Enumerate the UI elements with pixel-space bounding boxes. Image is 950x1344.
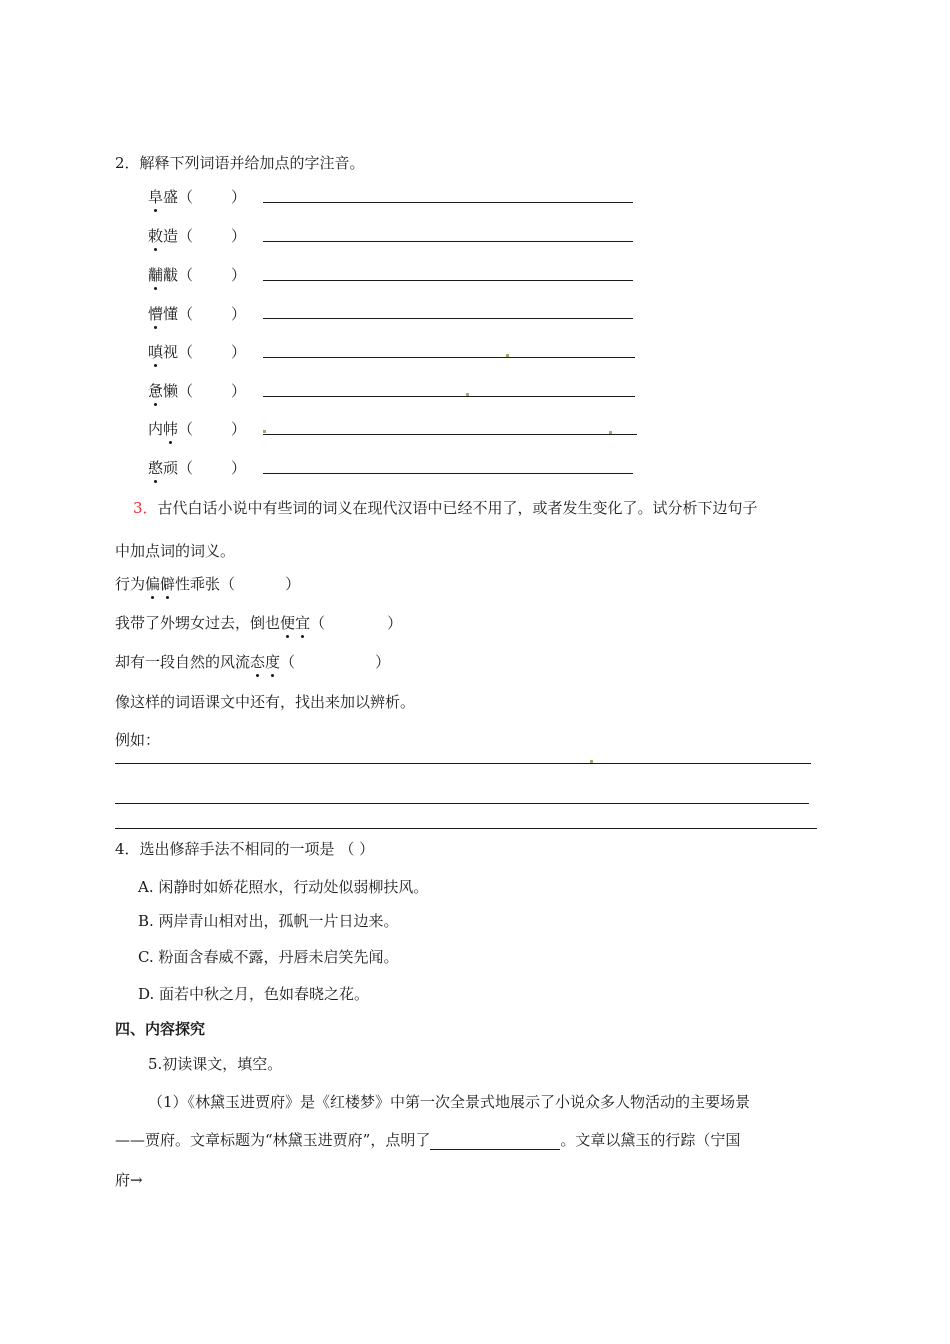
q4-option-b: B. 两岸青山相对出，孤帆一片日边来。 [138, 912, 399, 930]
word-char: 盛 [163, 188, 179, 206]
pinyin-close-paren: ） [231, 382, 247, 400]
word-row [148, 303, 246, 324]
pinyin-open-paren: （ [178, 343, 194, 361]
dotted-char: 僻 [160, 575, 176, 593]
answer-line[interactable] [263, 318, 633, 319]
word-char: 视 [163, 343, 179, 361]
q5-paragraph-2: ——贾府。文章标题为“林黛玉进贾府”，点明了 。文章以黛玉的行踪（宁国 [115, 1131, 741, 1149]
answer-line[interactable] [263, 202, 633, 203]
word-char: 懒 [163, 382, 179, 400]
word-char: 内 [148, 420, 164, 438]
scan-speck [609, 431, 612, 434]
scan-speck [263, 430, 266, 433]
answer-line[interactable] [263, 434, 637, 435]
word-char: 造 [163, 227, 179, 245]
dotted-char: 宜 [295, 614, 311, 632]
scan-speck [506, 354, 509, 357]
word-row [148, 380, 246, 401]
word-row [148, 457, 246, 478]
word-char: 懂 [163, 305, 179, 323]
example-line-2[interactable] [115, 803, 809, 804]
q5-paragraph-1: （1）《林黛玉进贾府》是《红楼梦》中第一次全景式地展示了小说众多人物活动的主要场景 [148, 1093, 751, 1111]
pinyin-open-paren: （ [178, 188, 194, 206]
word-char: 黻 [163, 266, 179, 284]
q5-blank[interactable] [430, 1135, 560, 1150]
answer-line[interactable] [263, 241, 633, 242]
q4-option-c: C. 粉面含春威不露，丹唇未启笑先闻。 [138, 948, 399, 966]
q3-example-label: 例如： [115, 731, 161, 749]
word-char: 惫 [148, 382, 164, 400]
pinyin-close-paren: ） [231, 343, 247, 361]
q3-number: 3． [133, 499, 158, 517]
word-row [148, 264, 246, 285]
q5-paragraph-3: 府→ [115, 1171, 143, 1189]
word-char: 黼 [148, 266, 164, 284]
pinyin-open-paren: （ [178, 382, 194, 400]
pinyin-close-paren: ） [231, 188, 247, 206]
word-char: 阜 [148, 188, 164, 206]
q2-title: 2．解释下列词语并给加点的字注音。 [115, 154, 365, 172]
example-line-3[interactable] [115, 828, 817, 829]
q4-title: 4．选出修辞手法不相同的一项是 （ ） [115, 840, 375, 858]
dotted-char: 度 [265, 653, 281, 671]
section-heading: 四、内容探究 [115, 1020, 206, 1038]
pinyin-open-paren: （ [178, 266, 194, 284]
word-char: 嗔 [148, 343, 164, 361]
q5-title: 5.初读课文，填空。 [148, 1055, 283, 1073]
word-char: 懵 [148, 305, 164, 323]
answer-line[interactable] [263, 473, 633, 474]
word-char: 顽 [163, 459, 179, 477]
answer-line[interactable] [263, 280, 633, 281]
q3-sentence-1: 行为偏僻性乖张（ ） [115, 575, 301, 593]
dotted-char: 便 [280, 614, 296, 632]
q3-text1: 古代白话小说中有些词的词义在现代汉语中已经不用了，或者发生变化了。试分析下边句子 [157, 499, 758, 517]
pinyin-close-paren: ） [231, 305, 247, 323]
q3-line2: 中加点词的词义。 [115, 542, 236, 560]
dotted-char: 偏 [145, 575, 161, 593]
answer-line[interactable] [263, 357, 635, 358]
pinyin-close-paren: ） [231, 227, 247, 245]
dotted-char: 态 [250, 653, 266, 671]
pinyin-open-paren: （ [178, 420, 194, 438]
word-char: 帏 [163, 420, 179, 438]
q3-sentence-2: 我带了外甥女过去，倒也便宜（ ） [115, 614, 403, 632]
q3-line1 [133, 497, 758, 518]
pinyin-close-paren: ） [231, 459, 247, 477]
q4-option-a: A. 闲静时如娇花照水，行动处似弱柳扶风。 [138, 878, 429, 896]
example-line-1[interactable] [115, 763, 811, 764]
pinyin-open-paren: （ [178, 227, 194, 245]
q3-sentence-3: 却有一段自然的风流态度（ ） [115, 653, 391, 671]
word-row [148, 341, 246, 362]
pinyin-open-paren: （ [178, 305, 194, 323]
word-row [148, 418, 246, 439]
q3-instruction: 像这样的词语课文中还有，找出来加以辨析。 [115, 693, 416, 711]
word-row [148, 225, 246, 246]
pinyin-close-paren: ） [231, 266, 247, 284]
scan-speck [466, 393, 469, 396]
q4-option-d: D. 面若中秋之月，色如春晓之花。 [138, 985, 370, 1003]
pinyin-open-paren: （ [178, 459, 194, 477]
word-char: 憨 [148, 459, 164, 477]
word-row [148, 186, 246, 207]
pinyin-close-paren: ） [231, 420, 247, 438]
word-char: 敕 [148, 227, 164, 245]
answer-line[interactable] [263, 396, 635, 397]
